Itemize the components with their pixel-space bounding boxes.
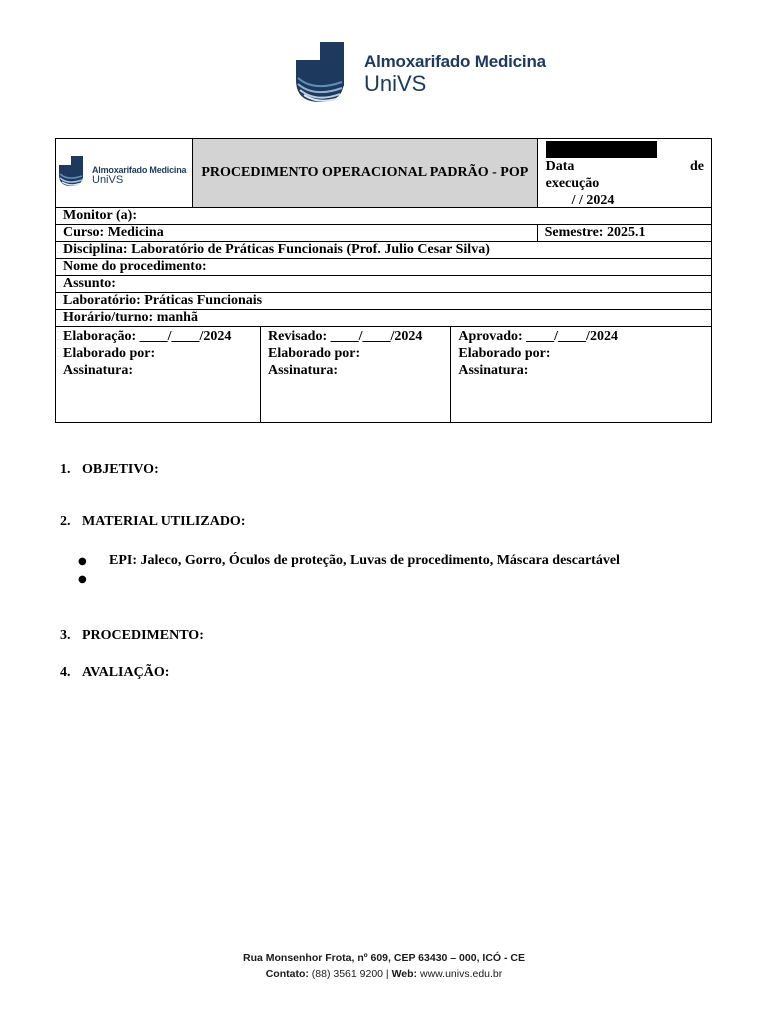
section-number: 2. [60,514,71,529]
section-number: 1. [60,462,71,477]
section-objective [60,462,159,478]
web-value: www.univs.edu.br [417,968,503,980]
review-sign: Assinatura: [268,363,339,378]
univs-u-logo-icon [294,42,354,104]
review-by: Elaborado por: [268,346,361,361]
approval-date: Aprovado: ____/____/2024 [458,329,618,344]
approval-sign: Assinatura: [458,363,529,378]
elaboration-sign: Assinatura: [63,363,134,378]
approval-by: Elaborado por: [458,346,551,361]
footer-address: Rua Monsenhor Frota, nº 609, CEP 63430 – 000, ICÓ - CE [243,952,525,964]
subject-field: Assunto: [56,276,712,293]
list-item [78,553,620,570]
section-evaluation [60,665,169,681]
date-label-data: Data [545,159,575,174]
execution-date-cell [537,139,711,208]
date-label-de: de [690,159,704,174]
brand-subtitle: UniVS [364,71,427,96]
execution-date-value: / / 2024 [571,193,615,208]
header-logo [294,42,554,104]
semester-field: Semestre: 2025.1 [537,225,711,242]
univs-u-logo-icon [58,155,88,188]
section-number: 3. [60,628,71,643]
procedure-name-field: Nome do procedimento: [56,259,712,276]
page-footer [0,950,768,982]
signature-review [261,327,451,423]
web-label: Web: [391,968,418,980]
discipline-field: Disciplina: Laboratório de Práticas Funcionais (Prof. Julio Cesar Silva) [56,242,712,259]
section-number: 4. [60,665,71,680]
section-heading: OBJETIVO: [82,462,159,477]
elaboration-date: Elaboração: ____/____/2024 [63,329,232,344]
pop-header-table [55,138,712,423]
laboratory-field: Laboratório: Práticas Funcionais [56,293,712,310]
review-date: Revisado: ____/____/2024 [268,329,423,344]
signature-approval [451,327,712,423]
pop-title: PROCEDIMENTO OPERACIONAL PADRÃO - POP [193,139,538,208]
section-materials [60,514,246,530]
elaboration-by: Elaborado por: [63,346,156,361]
brand-title: Almoxarifado Medicina [364,52,546,71]
list-item [78,571,109,588]
bullet-icon: ● [78,574,87,585]
section-procedure [60,628,204,644]
footer-contact [0,966,768,982]
table-logo-cell [56,139,193,208]
contact-label: Contato: [265,968,309,980]
course-field: Curso: Medicina [56,225,538,242]
table-logo-title: Almoxarifado Medicina [92,165,187,175]
section-heading: MATERIAL UTILIZADO: [82,514,246,529]
schedule-field: Horário/turno: manhã [56,310,712,327]
table-logo [58,153,192,193]
bullet-icon: ● [78,556,87,567]
signature-elaboration [56,327,261,423]
monitor-field: Monitor (a): [56,208,712,225]
material-text: EPI: Jaleco, Gorro, Óculos de proteção, Luvas de procedimento, Máscara descartável [109,553,620,568]
table-logo-subtitle: UniVS [92,174,124,186]
redaction-bar [546,141,657,158]
date-label-execucao: execução [545,176,600,191]
section-heading: AVALIAÇÃO: [82,665,170,680]
contact-value: (88) 3561 9200 | [308,968,392,980]
section-heading: PROCEDIMENTO: [82,628,204,643]
